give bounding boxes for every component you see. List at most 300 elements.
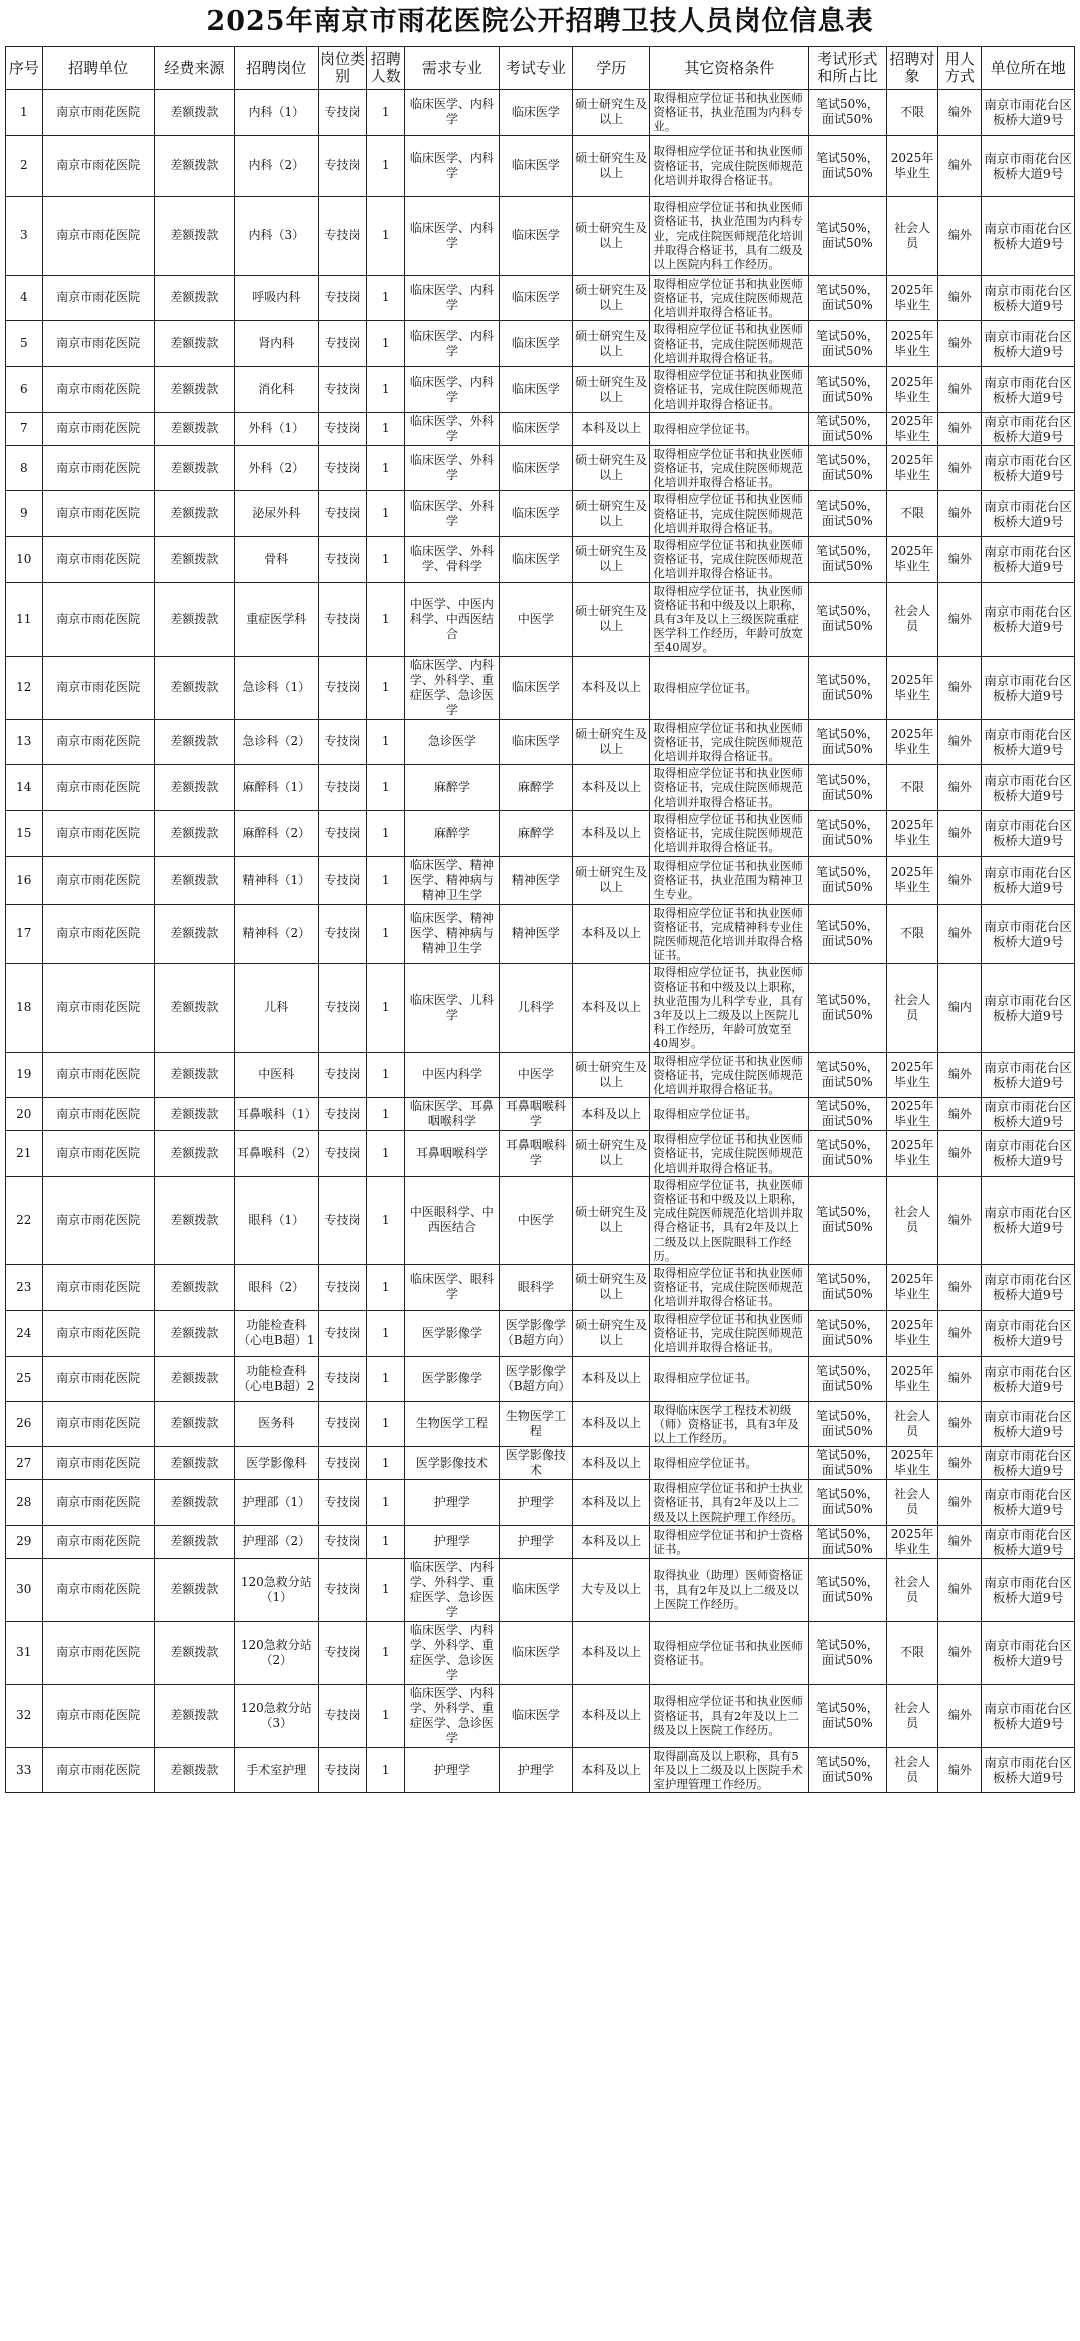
cell-fund: 差额拨款 [154,321,234,367]
cell-major: 临床医学、耳鼻咽喉科学 [405,1098,500,1131]
cell-category: 专技岗 [318,1525,367,1558]
cell-edu: 本科及以上 [573,1356,650,1401]
cell-exam: 耳鼻咽喉科学 [499,1131,572,1177]
table-row [6,1098,1075,1131]
cell-location: 南京市雨花台区板桥大道9号 [982,1310,1075,1356]
cell-fund: 差额拨款 [154,1052,234,1098]
cell-exam: 临床医学 [499,275,572,321]
cell-location: 南京市雨花台区板桥大道9号 [982,1447,1075,1480]
cell-exam: 临床医学 [499,1621,572,1684]
cell-edu: 硕士研究生及以上 [573,367,650,413]
cell-no: 2 [6,135,43,196]
cell-count: 1 [367,537,405,583]
cell-unit: 南京市雨花医院 [42,321,154,367]
cell-major: 临床医学、外科学、骨科学 [405,537,500,583]
cell-target: 不限 [886,904,938,964]
cell-count: 1 [367,491,405,537]
cell-exam: 临床医学 [499,1558,572,1621]
table-row [6,582,1075,656]
cell-fund: 差额拨款 [154,1480,234,1526]
cell-major: 麻醉学 [405,810,500,856]
cell-exam-form: 笔试50%，面试50% [809,537,886,583]
cell-hire-type: 编外 [938,196,982,275]
cell-post: 麻醉科（1） [235,765,318,811]
cell-major: 中医内科学 [405,1052,500,1098]
cell-fund: 差额拨款 [154,1310,234,1356]
cell-unit: 南京市雨花医院 [42,1558,154,1621]
cell-category: 专技岗 [318,90,367,136]
table-row [6,1356,1075,1401]
cell-fund: 差额拨款 [154,196,234,275]
cell-fund: 差额拨款 [154,491,234,537]
cell-unit: 南京市雨花医院 [42,1480,154,1526]
cell-edu: 硕士研究生及以上 [573,856,650,904]
cell-post: 功能检查科（心电B超）2 [235,1356,318,1401]
cell-edu: 本科及以上 [573,765,650,811]
cell-unit: 南京市雨花医院 [42,135,154,196]
cell-exam-form: 笔试50%，面试50% [809,1401,886,1447]
cell-unit: 南京市雨花医院 [42,1447,154,1480]
recruitment-table [5,46,1075,1793]
cell-no: 15 [6,810,43,856]
cell-location: 南京市雨花台区板桥大道9号 [982,1052,1075,1098]
cell-hire-type: 编外 [938,1525,982,1558]
cell-hire-type: 编外 [938,582,982,656]
col-post-header: 招聘岗位 [235,47,318,90]
cell-edu: 硕士研究生及以上 [573,491,650,537]
cell-post: 呼吸内科 [235,275,318,321]
cell-unit: 南京市雨花医院 [42,1747,154,1793]
cell-fund: 差额拨款 [154,445,234,491]
cell-major: 临床医学、内科学、外科学、重症医学、急诊医学 [405,1684,500,1747]
cell-major: 临床医学、内科学 [405,275,500,321]
cell-category: 专技岗 [318,275,367,321]
cell-conditions: 取得临床医学工程技术初级（师）资格证书，具有3年及以上工作经历。 [650,1401,809,1447]
cell-conditions: 取得相应学位证书和执业医师资格证书。 [650,1621,809,1684]
cell-exam: 精神医学 [499,856,572,904]
cell-post: 耳鼻喉科（2） [235,1131,318,1177]
cell-edu: 硕士研究生及以上 [573,196,650,275]
cell-post: 内科（2） [235,135,318,196]
cell-target: 2025年毕业生 [886,321,938,367]
cell-no: 32 [6,1684,43,1747]
cell-no: 20 [6,1098,43,1131]
cell-target: 2025年毕业生 [886,1447,938,1480]
cell-exam: 精神医学 [499,904,572,964]
cell-exam-form: 笔试50%，面试50% [809,1480,886,1526]
cell-location: 南京市雨花台区板桥大道9号 [982,765,1075,811]
table-row [6,1176,1075,1264]
cell-major: 临床医学、内科学、外科学、重症医学、急诊医学 [405,656,500,719]
table-row [6,1621,1075,1684]
cell-edu: 硕士研究生及以上 [573,1310,650,1356]
cell-target: 2025年毕业生 [886,856,938,904]
cell-post: 急诊科（1） [235,656,318,719]
cell-category: 专技岗 [318,445,367,491]
cell-count: 1 [367,1684,405,1747]
cell-major: 临床医学、内科学 [405,367,500,413]
table-row [6,275,1075,321]
cell-conditions: 取得相应学位证书，执业医师资格证书和中级及以上职称，执业范围为儿科学专业，具有3年及以上二级及以上医院儿科工作经历，年龄可放宽至40周岁。 [650,964,809,1052]
cell-no: 14 [6,765,43,811]
cell-exam-form: 笔试50%，面试50% [809,367,886,413]
cell-count: 1 [367,964,405,1052]
cell-no: 9 [6,491,43,537]
cell-count: 1 [367,412,405,445]
cell-fund: 差额拨款 [154,1401,234,1447]
cell-exam: 临床医学 [499,412,572,445]
cell-location: 南京市雨花台区板桥大道9号 [982,810,1075,856]
cell-count: 1 [367,1098,405,1131]
cell-no: 13 [6,719,43,765]
cell-hire-type: 编外 [938,491,982,537]
cell-exam-form: 笔试50%，面试50% [809,90,886,136]
cell-location: 南京市雨花台区板桥大道9号 [982,1684,1075,1747]
table-row [6,445,1075,491]
cell-exam: 临床医学 [499,656,572,719]
cell-exam-form: 笔试50%，面试50% [809,1098,886,1131]
cell-edu: 本科及以上 [573,1401,650,1447]
cell-hire-type: 编内 [938,964,982,1052]
cell-category: 专技岗 [318,367,367,413]
cell-location: 南京市雨花台区板桥大道9号 [982,445,1075,491]
cell-exam-form: 笔试50%，面试50% [809,1621,886,1684]
cell-count: 1 [367,582,405,656]
cell-post: 耳鼻喉科（1） [235,1098,318,1131]
cell-unit: 南京市雨花医院 [42,856,154,904]
cell-exam: 临床医学 [499,135,572,196]
cell-exam: 护理学 [499,1480,572,1526]
cell-exam-form: 笔试50%，面试50% [809,719,886,765]
cell-unit: 南京市雨花医院 [42,964,154,1052]
table-row [6,367,1075,413]
cell-unit: 南京市雨花医院 [42,1098,154,1131]
cell-major: 中医学、中医内科学、中西医结合 [405,582,500,656]
cell-fund: 差额拨款 [154,275,234,321]
cell-exam-form: 笔试50%，面试50% [809,1684,886,1747]
cell-conditions: 取得相应学位证书和执业医师资格证书，执业范围为内科专业。 [650,90,809,136]
cell-no: 28 [6,1480,43,1526]
cell-conditions: 取得相应学位证书和执业医师资格证书，完成住院医师规范化培训并取得合格证书。 [650,321,809,367]
cell-edu: 硕士研究生及以上 [573,275,650,321]
cell-target: 2025年毕业生 [886,1131,938,1177]
table-row [6,904,1075,964]
cell-fund: 差额拨款 [154,765,234,811]
cell-hire-type: 编外 [938,1401,982,1447]
cell-edu: 本科及以上 [573,1447,650,1480]
cell-edu: 硕士研究生及以上 [573,135,650,196]
cell-unit: 南京市雨花医院 [42,1310,154,1356]
col-form-header: 考试形式和所占比 [809,47,886,90]
cell-count: 1 [367,1480,405,1526]
cell-count: 1 [367,445,405,491]
cell-hire-type: 编外 [938,1131,982,1177]
cell-exam-form: 笔试50%，面试50% [809,1264,886,1310]
cell-category: 专技岗 [318,1310,367,1356]
cell-hire-type: 编外 [938,537,982,583]
cell-post: 120急救分站（2） [235,1621,318,1684]
cell-category: 专技岗 [318,856,367,904]
cell-conditions: 取得相应学位证书和执业医师资格证书，执业范围为内科专业，完成住院医师规范化培训并取得合格证书，具有二级及以上医院内科工作经历。 [650,196,809,275]
cell-target: 不限 [886,491,938,537]
col-major-header: 需求专业 [405,47,500,90]
cell-exam-form: 笔试50%，面试50% [809,1356,886,1401]
cell-location: 南京市雨花台区板桥大道9号 [982,367,1075,413]
cell-no: 31 [6,1621,43,1684]
cell-target: 不限 [886,90,938,136]
cell-fund: 差额拨款 [154,367,234,413]
cell-post: 外科（2） [235,445,318,491]
cell-post: 重症医学科 [235,582,318,656]
col-count-header: 招聘人数 [367,47,405,90]
cell-category: 专技岗 [318,656,367,719]
cell-unit: 南京市雨花医院 [42,412,154,445]
cell-exam: 医学影像技术 [499,1447,572,1480]
cell-exam: 临床医学 [499,719,572,765]
cell-exam: 临床医学 [499,196,572,275]
cell-exam: 中医学 [499,1176,572,1264]
cell-location: 南京市雨花台区板桥大道9号 [982,904,1075,964]
cell-exam: 临床医学 [499,1684,572,1747]
cell-category: 专技岗 [318,1052,367,1098]
cell-post: 骨科 [235,537,318,583]
cell-edu: 本科及以上 [573,1098,650,1131]
cell-no: 11 [6,582,43,656]
cell-post: 精神科（2） [235,904,318,964]
cell-edu: 硕士研究生及以上 [573,1176,650,1264]
cell-unit: 南京市雨花医院 [42,1052,154,1098]
cell-post: 精神科（1） [235,856,318,904]
cell-post: 急诊科（2） [235,719,318,765]
cell-post: 外科（1） [235,412,318,445]
cell-major: 生物医学工程 [405,1401,500,1447]
cell-location: 南京市雨花台区板桥大道9号 [982,275,1075,321]
cell-exam-form: 笔试50%，面试50% [809,321,886,367]
cell-unit: 南京市雨花医院 [42,275,154,321]
cell-count: 1 [367,1052,405,1098]
cell-no: 26 [6,1401,43,1447]
cell-fund: 差额拨款 [154,90,234,136]
table-row [6,1264,1075,1310]
cell-count: 1 [367,719,405,765]
cell-count: 1 [367,1356,405,1401]
col-exam-header: 考试专业 [499,47,572,90]
cell-location: 南京市雨花台区板桥大道9号 [982,964,1075,1052]
table-row [6,412,1075,445]
cell-major: 麻醉学 [405,765,500,811]
cell-post: 医学影像科 [235,1447,318,1480]
table-row [6,321,1075,367]
cell-exam-form: 笔试50%，面试50% [809,135,886,196]
cell-category: 专技岗 [318,412,367,445]
cell-hire-type: 编外 [938,719,982,765]
cell-hire-type: 编外 [938,367,982,413]
cell-edu: 硕士研究生及以上 [573,90,650,136]
cell-major: 临床医学、内科学 [405,90,500,136]
cell-no: 19 [6,1052,43,1098]
col-unit-header: 招聘单位 [42,47,154,90]
cell-exam: 临床医学 [499,537,572,583]
cell-count: 1 [367,1558,405,1621]
cell-post: 内科（1） [235,90,318,136]
col-no-header: 序号 [6,47,43,90]
cell-fund: 差额拨款 [154,810,234,856]
table-body [6,90,1075,1793]
cell-exam-form: 笔试50%，面试50% [809,1747,886,1793]
cell-hire-type: 编外 [938,1558,982,1621]
cell-exam: 耳鼻咽喉科学 [499,1098,572,1131]
table-row [6,1558,1075,1621]
cell-edu: 本科及以上 [573,1747,650,1793]
cell-location: 南京市雨花台区板桥大道9号 [982,1525,1075,1558]
cell-count: 1 [367,90,405,136]
cell-fund: 差额拨款 [154,1747,234,1793]
cell-unit: 南京市雨花医院 [42,1356,154,1401]
cell-category: 专技岗 [318,1356,367,1401]
cell-exam: 临床医学 [499,445,572,491]
cell-location: 南京市雨花台区板桥大道9号 [982,1480,1075,1526]
cell-post: 消化科 [235,367,318,413]
cell-post: 儿科 [235,964,318,1052]
cell-exam: 中医学 [499,582,572,656]
cell-fund: 差额拨款 [154,1558,234,1621]
cell-fund: 差额拨款 [154,1131,234,1177]
cell-target: 2025年毕业生 [886,1525,938,1558]
cell-hire-type: 编外 [938,275,982,321]
cell-edu: 硕士研究生及以上 [573,719,650,765]
cell-target: 社会人员 [886,1747,938,1793]
cell-conditions: 取得相应学位证书和执业医师资格证书，完成住院医师规范化培训并取得合格证书。 [650,1052,809,1098]
cell-hire-type: 编外 [938,1621,982,1684]
cell-location: 南京市雨花台区板桥大道9号 [982,1621,1075,1684]
cell-no: 18 [6,964,43,1052]
cell-hire-type: 编外 [938,765,982,811]
cell-exam: 护理学 [499,1525,572,1558]
cell-category: 专技岗 [318,1558,367,1621]
cell-category: 专技岗 [318,321,367,367]
cell-category: 专技岗 [318,964,367,1052]
cell-hire-type: 编外 [938,1310,982,1356]
cell-fund: 差额拨款 [154,856,234,904]
cell-conditions: 取得相应学位证书。 [650,1447,809,1480]
cell-unit: 南京市雨花医院 [42,491,154,537]
cell-post: 功能检查科（心电B超）1 [235,1310,318,1356]
cell-fund: 差额拨款 [154,1621,234,1684]
cell-target: 2025年毕业生 [886,1356,938,1401]
cell-post: 医务科 [235,1401,318,1447]
cell-category: 专技岗 [318,196,367,275]
cell-count: 1 [367,1176,405,1264]
cell-hire-type: 编外 [938,1176,982,1264]
cell-target: 2025年毕业生 [886,810,938,856]
table-row [6,135,1075,196]
cell-target: 2025年毕业生 [886,1052,938,1098]
table-row [6,537,1075,583]
cell-hire-type: 编外 [938,856,982,904]
cell-category: 专技岗 [318,1480,367,1526]
cell-edu: 本科及以上 [573,1525,650,1558]
cell-exam-form: 笔试50%，面试50% [809,964,886,1052]
cell-major: 护理学 [405,1525,500,1558]
cell-fund: 差额拨款 [154,1525,234,1558]
cell-fund: 差额拨款 [154,904,234,964]
table-row [6,491,1075,537]
cell-exam-form: 笔试50%，面试50% [809,765,886,811]
cell-post: 护理部（2） [235,1525,318,1558]
cell-exam-form: 笔试50%，面试50% [809,491,886,537]
cell-count: 1 [367,1401,405,1447]
table-row [6,90,1075,136]
cell-count: 1 [367,367,405,413]
cell-major: 临床医学、内科学 [405,135,500,196]
cell-post: 内科（3） [235,196,318,275]
cell-major: 中医眼科学、中西医结合 [405,1176,500,1264]
cell-hire-type: 编外 [938,1447,982,1480]
cell-location: 南京市雨花台区板桥大道9号 [982,1176,1075,1264]
cell-location: 南京市雨花台区板桥大道9号 [982,1747,1075,1793]
table-row [6,1401,1075,1447]
cell-edu: 硕士研究生及以上 [573,1264,650,1310]
cell-count: 1 [367,1621,405,1684]
cell-conditions: 取得相应学位证书，执业医师资格证书和中级及以上职称，具有3年及以上三级医院重症医学科工作经历，年龄可放宽至40周岁。 [650,582,809,656]
cell-exam: 眼科学 [499,1264,572,1310]
cell-fund: 差额拨款 [154,719,234,765]
col-target-header: 招聘对象 [886,47,938,90]
cell-hire-type: 编外 [938,1098,982,1131]
table-row [6,1447,1075,1480]
cell-count: 1 [367,135,405,196]
cell-category: 专技岗 [318,904,367,964]
table-row [6,765,1075,811]
cell-location: 南京市雨花台区板桥大道9号 [982,135,1075,196]
cell-unit: 南京市雨花医院 [42,765,154,811]
cell-fund: 差额拨款 [154,537,234,583]
cell-no: 1 [6,90,43,136]
cell-exam-form: 笔试50%，面试50% [809,1176,886,1264]
cell-count: 1 [367,275,405,321]
cell-post: 手术室护理 [235,1747,318,1793]
cell-hire-type: 编外 [938,90,982,136]
cell-category: 专技岗 [318,1264,367,1310]
cell-no: 33 [6,1747,43,1793]
cell-target: 不限 [886,765,938,811]
cell-edu: 本科及以上 [573,904,650,964]
cell-location: 南京市雨花台区板桥大道9号 [982,856,1075,904]
cell-category: 专技岗 [318,1684,367,1747]
col-loc-header: 单位所在地 [982,47,1075,90]
cell-edu: 本科及以上 [573,1480,650,1526]
cell-no: 4 [6,275,43,321]
cell-unit: 南京市雨花医院 [42,582,154,656]
cell-count: 1 [367,856,405,904]
cell-target: 社会人员 [886,1558,938,1621]
cell-category: 专技岗 [318,1621,367,1684]
cell-count: 1 [367,656,405,719]
cell-edu: 硕士研究生及以上 [573,537,650,583]
cell-edu: 本科及以上 [573,1621,650,1684]
cell-conditions: 取得相应学位证书和执业医师资格证书，完成住院医师规范化培训并取得合格证书。 [650,1264,809,1310]
cell-hire-type: 编外 [938,1264,982,1310]
cell-no: 12 [6,656,43,719]
cell-major: 临床医学、眼科学 [405,1264,500,1310]
cell-exam-form: 笔试50%，面试50% [809,904,886,964]
cell-exam-form: 笔试50%，面试50% [809,856,886,904]
cell-target: 社会人员 [886,196,938,275]
cell-count: 1 [367,1131,405,1177]
cell-major: 临床医学、精神医学、精神病与精神卫生学 [405,904,500,964]
cell-exam-form: 笔试50%，面试50% [809,412,886,445]
cell-target: 社会人员 [886,582,938,656]
